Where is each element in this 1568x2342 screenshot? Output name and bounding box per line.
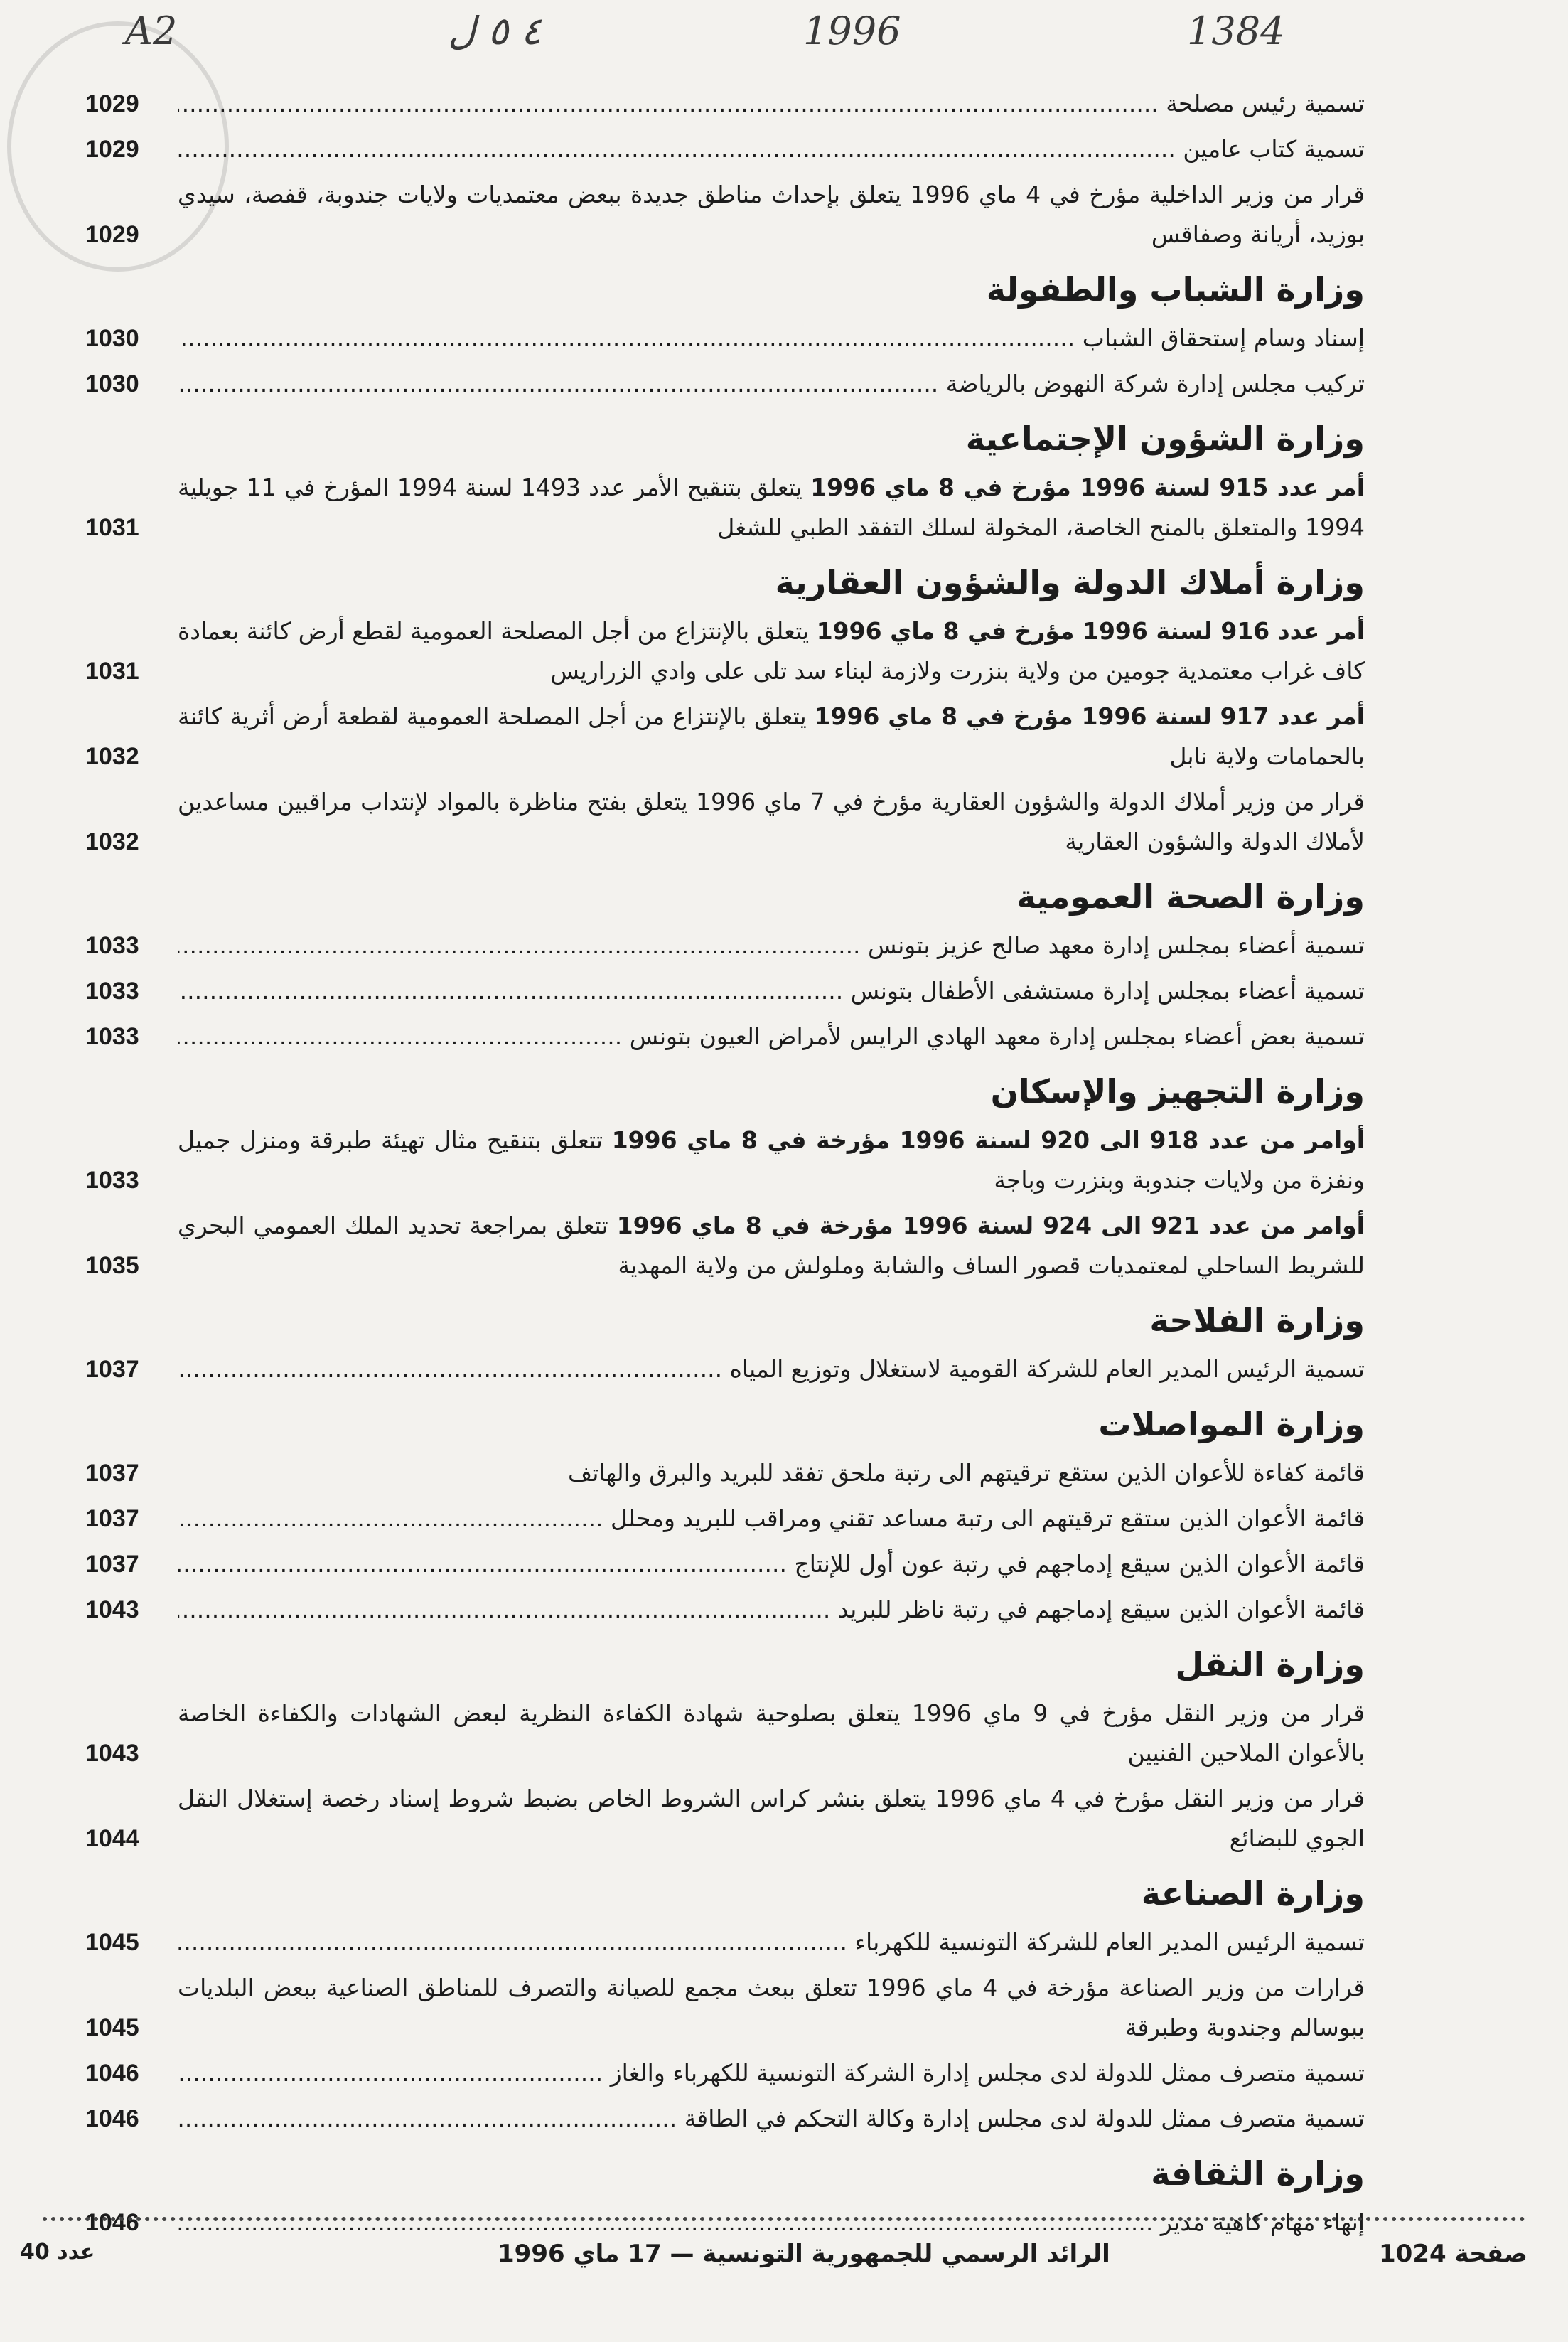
toc-entry-text — [178, 2203, 1365, 2242]
toc-entry-body: تتعلق بتنقيح مثال تهيئة طبرقة ومنزل جميل ونفزة من ولايات جندوبة وبنزرت وباجة — [178, 1126, 1365, 1194]
toc-entry — [85, 971, 1365, 1011]
footer-journal-title: الرائد الرسمي للجمهورية التونسية — 17 ماي 1996 — [498, 2240, 1110, 2268]
toc-entry-body: تسمية الرئيس المدير العام للشركة القومية لاستغلال وتوزيع المياه — [729, 1355, 1365, 1383]
handwritten-annotation-a2: A2 — [125, 9, 178, 53]
toc-entry — [85, 926, 1365, 966]
toc-entry-page-number: 1029 — [85, 90, 139, 117]
section-heading: وزارة الثقافة — [1151, 2154, 1365, 2193]
toc-entry-body: تسمية متصرف ممثل للدولة لدى مجلس إدارة الشركة التونسية للكهرباء والغاز — [610, 2059, 1365, 2087]
handwritten-annotation-number: 1384 — [1187, 9, 1285, 53]
toc-entry — [85, 611, 1365, 691]
toc-entry-text — [178, 1544, 1365, 1584]
toc-entry-body: إنهاء مهام كاهية مدير — [1160, 2208, 1365, 2236]
toc-entry-page-number: 1043 — [85, 1596, 139, 1623]
toc-entry — [85, 2053, 1365, 2093]
handwritten-annotation-code: ٤ ٥ ل — [448, 9, 542, 53]
toc-entry-lead: أوامر من عدد 918 الى 920 لسنة 1996 مؤرخة في 8 ماي 1996 — [611, 1126, 1365, 1154]
toc-entry — [85, 697, 1365, 776]
toc-entry-text — [178, 1349, 1365, 1389]
toc-entry-text — [178, 84, 1365, 124]
toc-entry-text — [178, 1968, 1365, 2048]
toc-entry — [85, 1968, 1365, 2048]
toc-entry-lead: أمر عدد 917 لسنة 1996 مؤرخ في 8 ماي 1996 — [814, 702, 1365, 730]
toc-entry-page-number: 1033 — [85, 978, 139, 1005]
toc-entry-body: قرار من وزير الداخلية مؤرخ في 4 ماي 1996 يتعلق بإحداث مناطق جديدة ببعض معتمديات ولايات جندوبة، قفصة، سيدي بوزيد، أريانة وصفاقس — [178, 181, 1365, 248]
section-heading: وزارة المواصلات — [1098, 1405, 1365, 1443]
toc-entry-body: تركيب مجلس إدارة شركة النهوض بالرياضة — [945, 370, 1365, 397]
toc-entry-body: قرارات من وزير الصناعة مؤرخة في 4 ماي 1996 تتعلق ببعث مجمع للصيانة والتصرف للمناطق الصناعية ببعض البلديات ببوسالم وجندوبة وطبرقة — [178, 1974, 1365, 2041]
toc-entry-text — [178, 1017, 1365, 1057]
toc-entry — [85, 84, 1365, 124]
toc-entry-page-number: 1035 — [85, 1252, 139, 1279]
toc-entry-body: تسمية متصرف ممثل للدولة لدى مجلس إدارة وكالة التحكم في الطاقة — [684, 2105, 1365, 2132]
toc-entry-body: قائمة كفاءة للأعوان الذين ستقع ترقيتهم الى رتبة ملحق تفقد للبريد والبرق والهاتف — [568, 1459, 1365, 1487]
toc-entry-text — [178, 2099, 1365, 2139]
toc-entry-body: قائمة الأعوان الذين ستقع ترقيتهم الى رتبة مساعد تقني ومراقب للبريد ومحلل — [611, 1504, 1365, 1532]
toc-entry-body: تسمية بعض أعضاء بمجلس إدارة معهد الهادي الرايس لأمراض العيون بتونس — [629, 1022, 1365, 1050]
toc-entry-text — [178, 175, 1365, 255]
toc-entry-page-number: 1031 — [85, 514, 139, 541]
section-heading: وزارة التجهيز والإسكان — [990, 1072, 1365, 1111]
toc-entry-page-number: 1029 — [85, 221, 139, 248]
toc-entry-text — [178, 971, 1365, 1011]
toc-entry-page-number: 1037 — [85, 1551, 139, 1578]
toc-entry-page-number: 1045 — [85, 2014, 139, 2041]
toc-entry-body: تسمية كتاب عامين — [1183, 135, 1365, 163]
toc-entry-page-number: 1044 — [85, 1825, 139, 1852]
toc-entry-text — [178, 926, 1365, 966]
toc-entry-body: يتعلق بتنقيح الأمر عدد 1493 لسنة 1994 المؤرخ في 11 جويلية 1994 والمتعلق بالمنح الخاصة، المخولة لسلك التفقد الطبي للشغل — [178, 474, 1365, 541]
toc-entry-page-number: 1033 — [85, 1023, 139, 1050]
section-heading: وزارة النقل — [1175, 1645, 1365, 1684]
toc-entry — [85, 175, 1365, 255]
toc-entry — [85, 1544, 1365, 1584]
toc-entry-page-number: 1046 — [85, 2105, 139, 2132]
section-heading: وزارة أملاك الدولة والشؤون العقارية — [775, 563, 1365, 601]
toc-entry-page-number: 1031 — [85, 658, 139, 685]
toc-entry-body: تسمية أعضاء بمجلس إدارة مستشفى الأطفال بتونس — [850, 977, 1365, 1005]
toc-entry-text — [178, 129, 1365, 169]
toc-entry — [85, 129, 1365, 169]
toc-entry — [85, 1499, 1365, 1539]
toc-entry-body: إسناد وسام إستحقاق الشباب — [1082, 324, 1365, 352]
toc-entry — [85, 468, 1365, 547]
toc-entry — [85, 1121, 1365, 1200]
toc-entry-text — [178, 364, 1365, 404]
toc-entry-text — [178, 1206, 1365, 1285]
toc-entry-text — [178, 468, 1365, 547]
toc-entry-body: تسمية الرئيس المدير العام للشركة التونسية للكهرباء — [854, 1928, 1365, 1956]
toc-entry — [85, 319, 1365, 358]
toc-entry — [85, 1923, 1365, 1962]
table-of-contents — [85, 84, 1365, 2248]
toc-entry-text — [178, 1590, 1365, 1630]
toc-entry-body: قائمة الأعوان الذين سيقع إدماجهم في رتبة عون أول للإنتاج — [794, 1550, 1365, 1578]
toc-entry — [85, 1694, 1365, 1773]
toc-entry-page-number: 1032 — [85, 743, 139, 770]
toc-entry-text — [178, 2053, 1365, 2093]
toc-entry-page-number: 1030 — [85, 325, 139, 352]
toc-entry-page-number: 1037 — [85, 1505, 139, 1532]
section-heading: وزارة الشؤون الإجتماعية — [965, 419, 1365, 458]
toc-entry — [85, 2099, 1365, 2139]
toc-entry-page-number: 1037 — [85, 1356, 139, 1383]
toc-entry-page-number: 1037 — [85, 1460, 139, 1487]
toc-entry-lead: أمر عدد 916 لسنة 1996 مؤرخ في 8 ماي 1996 — [816, 617, 1365, 645]
toc-entry-text — [178, 1923, 1365, 1962]
toc-entry-text — [178, 319, 1365, 358]
toc-entry-text — [178, 1121, 1365, 1200]
toc-entry-text — [178, 1499, 1365, 1539]
section-heading: وزارة الفلاحة — [1149, 1301, 1365, 1340]
toc-entry-lead: أمر عدد 915 لسنة 1996 مؤرخ في 8 ماي 1996 — [810, 474, 1365, 501]
toc-entry-body: تسمية أعضاء بمجلس إدارة معهد صالح عزيز بتونس — [868, 931, 1365, 959]
toc-entry-page-number: 1032 — [85, 828, 139, 855]
toc-entry-page-number: 1046 — [85, 2060, 139, 2087]
footer-page-label: صفحة 1024 — [1379, 2240, 1527, 2268]
toc-entry — [85, 2203, 1365, 2242]
toc-entry-page-number: 1033 — [85, 932, 139, 959]
section-heading: وزارة الشباب والطفولة — [986, 270, 1365, 309]
toc-entry-page-number: 1029 — [85, 136, 139, 163]
toc-entry-text — [178, 1694, 1365, 1773]
toc-entry — [85, 1206, 1365, 1285]
toc-entry — [85, 782, 1365, 862]
toc-entry — [85, 1590, 1365, 1630]
toc-entry-body: قرار من وزير النقل مؤرخ في 9 ماي 1996 يتعلق بصلوحية شهادة الكفاءة النظرية لبعض الشهادات والكفاءة الخاصة بالأعوان الملاحين الفنيين — [178, 1699, 1365, 1767]
section-heading: وزارة الصحة العمومية — [1016, 877, 1365, 916]
toc-entry-body: قرار من وزير النقل مؤرخ في 4 ماي 1996 يتعلق بنشر كراس الشروط الخاص بضبط شروط إسناد رخصة إستغلال النقل الجوي للبضائع — [178, 1785, 1365, 1852]
toc-entry — [85, 1017, 1365, 1057]
toc-entry-body: يتعلق بالإنتزاع من أجل المصلحة العمومية لقطعة أرض أثرية كائنة بالحمامات ولاية نابل — [178, 702, 1365, 770]
toc-entry-body: قرار من وزير أملاك الدولة والشؤون العقارية مؤرخ في 7 ماي 1996 يتعلق بفتح مناظرة بالمواد لإنتداب مراقبين مساعدين لأملاك الدولة والشؤون العقارية — [178, 788, 1365, 855]
toc-entry-body: تسمية رئيس مصلحة — [1166, 90, 1365, 117]
toc-entry-page-number: 1033 — [85, 1167, 139, 1194]
toc-entry-page-number: 1043 — [85, 1740, 139, 1767]
toc-entry-page-number: 1045 — [85, 1929, 139, 1956]
handwritten-annotation-year: 1996 — [803, 9, 901, 53]
toc-entry-lead: أوامر من عدد 921 الى 924 لسنة 1996 مؤرخة في 8 ماي 1996 — [616, 1212, 1365, 1239]
toc-entry — [85, 1779, 1365, 1859]
footer-divider — [43, 2217, 1525, 2221]
toc-entry-body: يتعلق بالإنتزاع من أجل المصلحة العمومية لقطع أرض كائنة بعمادة كاف غراب معتمدية جومين من ولاية بنزرت ولازمة لبناء سد تلى على وادي الزراريس — [178, 617, 1365, 685]
toc-entry-page-number: 1030 — [85, 370, 139, 397]
toc-entry-text — [178, 782, 1365, 862]
toc-entry-text — [178, 1453, 1365, 1493]
toc-entry — [85, 364, 1365, 404]
footer-issue-number: عدد 40 — [20, 2240, 95, 2265]
toc-entry — [85, 1349, 1365, 1389]
toc-entry — [85, 1453, 1365, 1493]
toc-entry-text — [178, 611, 1365, 691]
toc-entry-body: تتعلق بمراجعة تحديد الملك العمومي البحري للشريط الساحلي لمعتمديات قصور الساف والشابة وملولش من ولاية المهدية — [178, 1212, 1365, 1279]
toc-entry-text — [178, 697, 1365, 776]
toc-entry-text — [178, 1779, 1365, 1859]
toc-entry-body: قائمة الأعوان الذين سيقع إدماجهم في رتبة ناظر للبريد — [837, 1595, 1365, 1623]
section-heading: وزارة الصناعة — [1141, 1874, 1365, 1913]
toc-entry-page-number: 1046 — [85, 2209, 139, 2236]
